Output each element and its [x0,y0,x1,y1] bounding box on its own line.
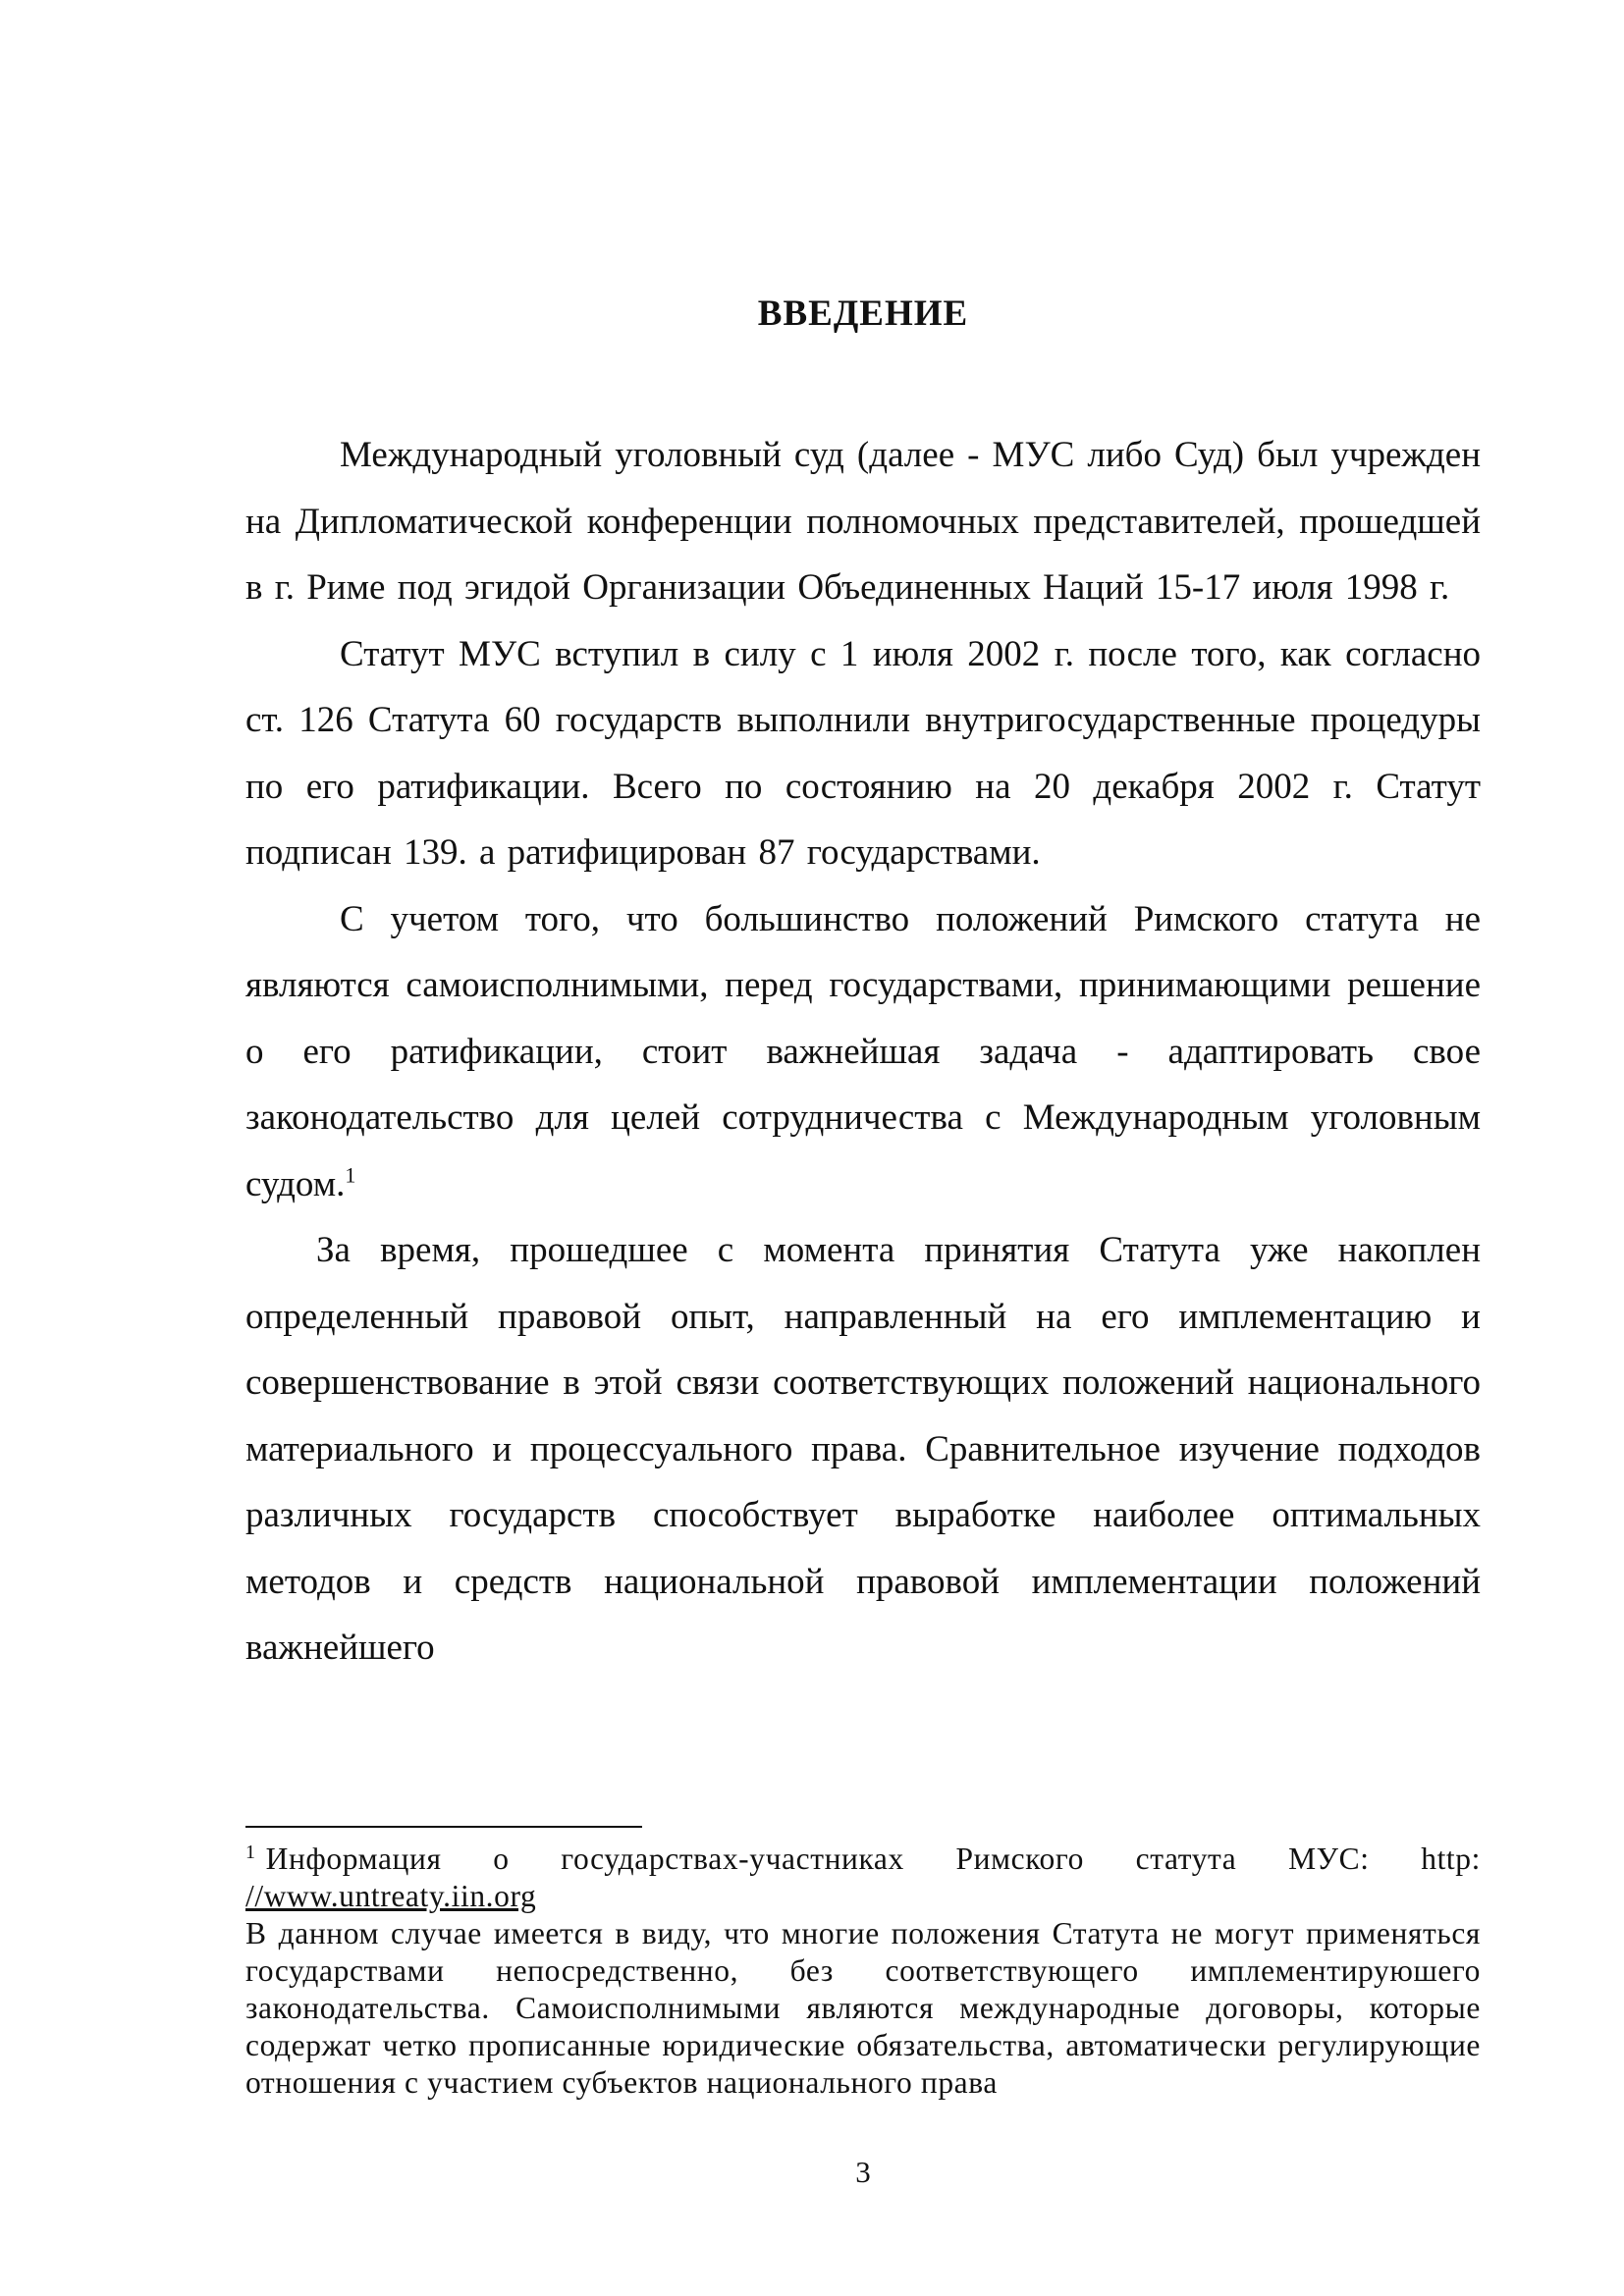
footnotes [245,1841,1481,2102]
document-page [245,0,1481,2296]
footnote-1-text: Информация о государствах-участниках Римского статута МУС: http: [265,1842,1481,1876]
paragraph-1: Международный уголовный суд (далее - МУС либо Суд) был учрежден на Дипломатической конференции полномочных представителей, прошедшей в г. Риме под эгидой Организации Объединенных Наций 15-17 июля 1998 г. [245,435,1481,608]
body-text [245,422,1481,1682]
footnote-separator [245,1826,642,1828]
page-number: 3 [855,2155,871,2189]
paragraph-3 [245,886,1481,1218]
footnote-2: В данном случае имеется в виду, что многие положения Статута не могут применяться государствами непосредственно, без соответствующего имплементируюшего законодательства. Самоисполнимыми являются международные договоры, которые содержат четко прописанные юридические обязательства, автоматически регулирующие отношения с участием субъектов национального права [245,1916,1481,2100]
paragraph-4: За время, прошедшее с момента принятия Статута уже накоплен определенный правовой опыт, направленный на его имплементацию и совершенствование в этой связи соответствующих положений национального материального и процессуального права. Сравнительное изучение подходов различных государств способствует выработке наиболее оптимальных методов и средств национальной правовой имплементации положений важнейшего [245,1230,1481,1668]
paragraph-2: Статут МУС вступил в силу с 1 июля 2002 г. после того, как согласно ст. 126 Статута 60 государств выполнили внутригосударственные процедуры по его ратификации. Всего по состоянию на 20 декабря 2002 г. Статут подписан 139. а ратифицирован 87 государствами. [245,633,1481,873]
footnote-reference[interactable]: 1 [345,1162,356,1188]
paragraph-3-text: С учетом того, что большинство положений Римского статута не являются самоисполнимыми, перед государствами, принимающими решение о его ратификации, стоит важнейшая задача - адаптировать свое законодательство для целей сотрудничества с Международным уголовным судом. [245,898,1481,1204]
footnote-1 [245,1841,1481,1915]
section-heading: ВВЕДЕНИЕ [757,294,969,334]
footnote-link[interactable]: //www.untreaty.iin.org [245,1879,537,1913]
footnote-mark: 1 [245,1841,256,1863]
